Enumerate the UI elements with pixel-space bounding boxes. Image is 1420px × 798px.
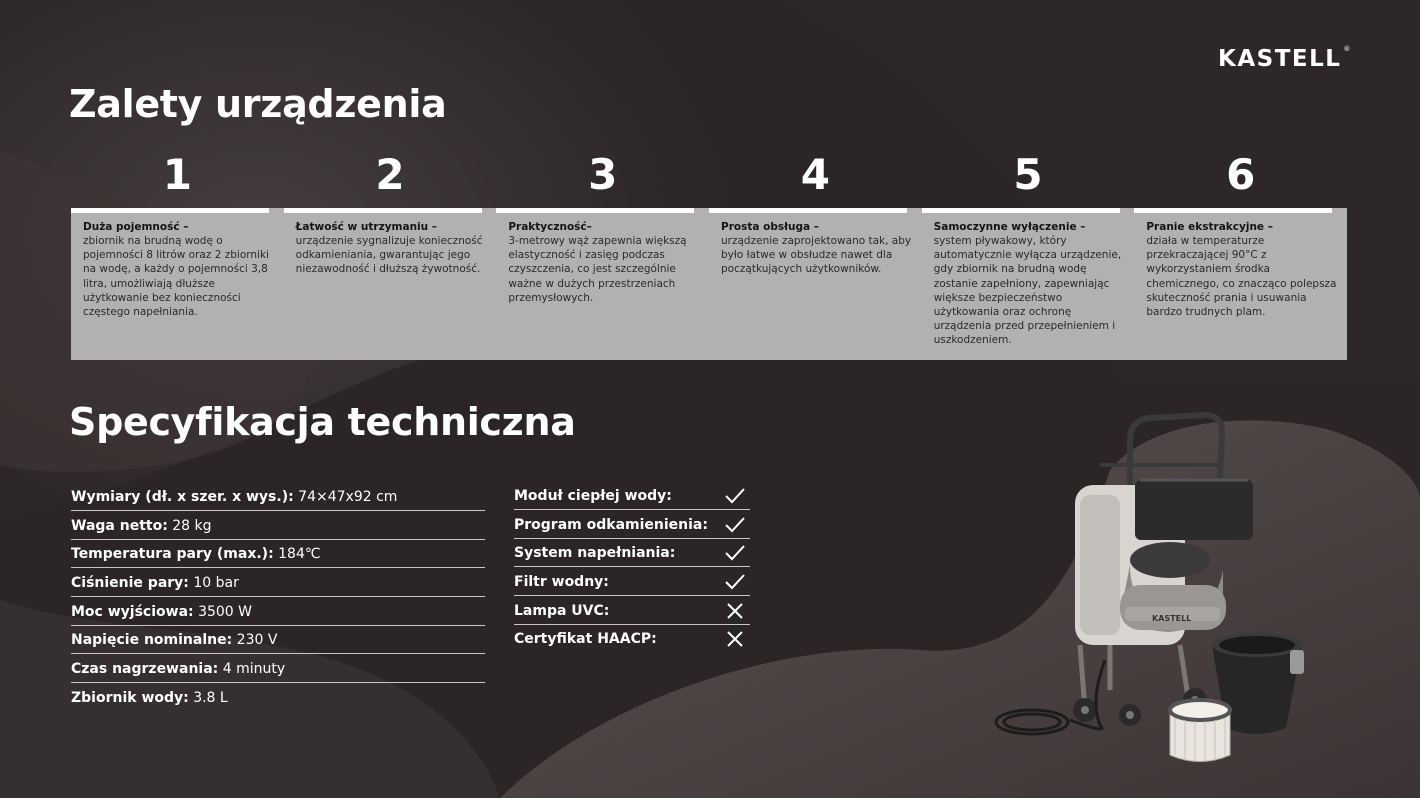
product-image: [990, 410, 1330, 770]
spec-label: Waga netto:: [71, 517, 168, 534]
advantages-title: Zalety urządzenia: [69, 82, 447, 126]
advantage-number-1: 1: [162, 150, 192, 199]
feature-label: Moduł ciepłej wody:: [514, 488, 672, 504]
spec-row: [71, 570, 485, 597]
advantage-text: urządzenie zaprojektowano tak, aby było łatwe w obsłudze nawet dla początkujących użytkowników.: [721, 235, 912, 276]
advantage-card-2: [284, 208, 497, 360]
cross-icon: [724, 602, 746, 620]
advantage-card-1: [71, 208, 284, 360]
spec-row: [71, 541, 485, 568]
feature-row: [514, 512, 750, 539]
spec-row: [71, 513, 485, 540]
feature-label: Certyfikat HAACP:: [514, 631, 657, 648]
spec-row: [71, 484, 485, 511]
advantage-title: Prosta obsługa –: [721, 221, 819, 233]
spec-value: 74×47x92 cm: [298, 489, 398, 505]
spec-row: [71, 599, 485, 626]
spec-label: Zbiornik wody:: [71, 689, 189, 706]
advantage-title: Praktyczność–: [508, 221, 592, 233]
advantage-title: Łatwość w utrzymaniu –: [295, 221, 438, 233]
specs-list: [71, 484, 485, 713]
spec-value: 230 V: [236, 632, 278, 649]
spec-value: 10 bar: [193, 575, 239, 592]
specs-title: Specyfikacja techniczna: [69, 400, 576, 444]
advantage-title: Pranie ekstrakcyjne –: [1146, 221, 1273, 233]
spec-row: [71, 656, 485, 683]
advantage-text: system pływakowy, który automatycznie wyłącza urządzenie, gdy zbiornik na brudną wodę zostanie zapełniony, zapewniając większe bezpieczeństwo użytkowania oraz ochronę urządzenia przed przepełnieniem i uszkodzeniem.: [933, 235, 1122, 347]
advantage-title: Samoczynne wyłączenie –: [933, 221, 1086, 233]
spec-label: Moc wyjściowa:: [71, 603, 194, 620]
advantage-number-3: 3: [588, 150, 618, 199]
features-list: [514, 483, 750, 654]
advantage-card-4: [709, 208, 922, 360]
registered-mark: ®: [1343, 45, 1352, 54]
advantage-card-3: [496, 208, 709, 360]
spec-value: 184℃: [278, 546, 321, 563]
check-icon: [724, 487, 746, 505]
advantage-title: Duża pojemność –: [83, 221, 189, 233]
advantage-card-5: [922, 208, 1135, 360]
feature-row: [514, 569, 750, 596]
advantages-panel: [71, 208, 1347, 360]
spec-label: Wymiary (dł. x szer. x wys.):: [71, 489, 294, 505]
advantage-number-6: 6: [1226, 150, 1256, 199]
brand-logo-text: KASTELL: [1218, 46, 1342, 72]
feature-row: [514, 483, 750, 510]
spec-value: 28 kg: [172, 517, 212, 534]
spec-row: [71, 627, 485, 654]
advantages-numbers: [71, 150, 1347, 199]
feature-row: [514, 540, 750, 567]
spec-value: 3500 W: [198, 603, 252, 620]
feature-row: [514, 598, 750, 625]
spec-label: Ciśnienie pary:: [71, 575, 189, 592]
feature-label: Program odkamienienia:: [514, 516, 708, 533]
product-label: KASTELL: [1152, 614, 1192, 623]
advantage-text: zbiornik na brudną wodę o pojemności 8 litrów oraz 2 zbiorniki na wodę, a każdy o pojemności 3,8 litra, umożliwiają dłuższe użytkowanie bez konieczności częstego napełniania.: [83, 235, 269, 319]
spec-value: 3.8 L: [193, 689, 228, 706]
brand-logo: [1218, 46, 1352, 72]
check-icon: [724, 544, 746, 562]
cross-icon: [724, 630, 746, 648]
advantage-number-2: 2: [375, 150, 405, 199]
feature-label: Filtr wodny:: [514, 574, 609, 591]
advantage-number-4: 4: [800, 150, 830, 199]
feature-label: Lampa UVC:: [514, 602, 610, 619]
check-icon: [724, 573, 746, 591]
advantage-number-5: 5: [1013, 150, 1043, 199]
advantage-text: urządzenie sygnalizuje konieczność odkamieniania, gwarantując jego niezawodność i dłuższą żywotność.: [295, 235, 483, 276]
feature-row: [514, 626, 750, 652]
advantage-text: 3-metrowy wąż zapewnia większą elastyczność i zasięg podczas czyszczenia, co jest szczególnie ważne w dużych przestrzeniach przemysłowych.: [508, 235, 687, 304]
check-icon: [724, 516, 746, 534]
spec-label: Czas nagrzewania:: [71, 661, 219, 678]
feature-label: System napełniania:: [514, 545, 676, 562]
spec-label: Napięcie nominalne:: [71, 632, 233, 649]
advantage-card-6: [1134, 208, 1347, 360]
spec-value: 4 minuty: [222, 661, 286, 678]
advantage-text: działa w temperaturze przekraczającej 90°C z wykorzystaniem środka chemicznego, co znacząco polepsza skuteczność prania i usuwania bardzo trudnych plam.: [1146, 235, 1337, 319]
spec-label: Temperatura pary (max.):: [71, 546, 274, 563]
spec-row: [71, 685, 485, 711]
